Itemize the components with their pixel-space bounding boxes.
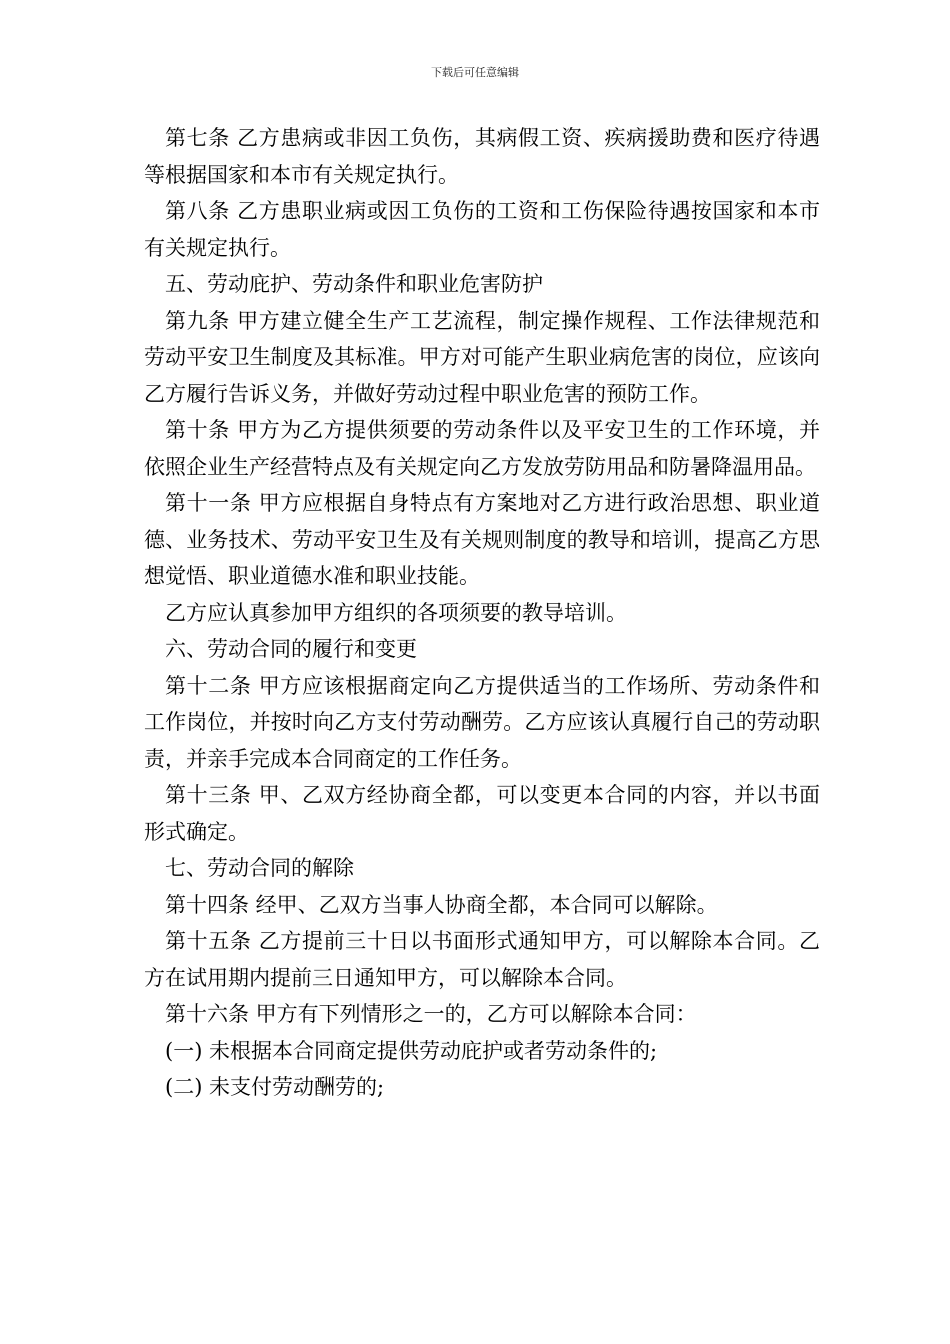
article-10: 第十条 甲方为乙方提供须要的劳动条件以及平安卫生的工作环境，并依照企业生产经营特点及有关规定向乙方发放劳防用品和防暑降温用品。 — [144, 418, 820, 479]
article-7: 第七条 乙方患病或非因工负伤，其病假工资、疾病援助费和医疗待遇等根据国家和本市有关规定执行。 — [144, 126, 820, 187]
section-heading-5: 五、劳动庇护、劳动条件和职业危害防护 — [165, 272, 543, 296]
document-body — [144, 120, 820, 1106]
page-header-note: 下载后可任意编辑 — [431, 66, 519, 79]
article-9: 第九条 甲方建立健全生产工艺流程，制定操作规程、工作法律规范和劳动平安卫生制度及其标准。甲方对可能产生职业病危害的岗位，应该向乙方履行告诉义务，并做好劳动过程中职业危害的预防工作。 — [144, 308, 820, 406]
article-8: 第八条 乙方患职业病或因工负伤的工资和工伤保险待遇按国家和本市有关规定执行。 — [144, 199, 820, 260]
article-14: 第十四条 经甲、乙双方当事人协商全都，本合同可以解除。 — [165, 892, 718, 917]
article-16: 第十六条 甲方有下列情形之一的，乙方可以解除本合同： — [165, 1002, 697, 1026]
section-heading-6: 六、劳动合同的履行和变更 — [165, 637, 417, 661]
article-15: 第十五条 乙方提前三十日以书面形式通知甲方，可以解除本合同。乙方在试用期内提前三日通知甲方，可以解除本合同。 — [144, 929, 820, 990]
article-13: 第十三条 甲、乙双方经协商全都，可以变更本合同的内容，并以书面形式确定。 — [144, 783, 820, 844]
article-11-supplement: 乙方应认真参加甲方组织的各项须要的教导培训。 — [165, 600, 627, 625]
article-16-item-2: (二) 未支付劳动酬劳的; — [165, 1075, 385, 1099]
article-12: 第十二条 甲方应该根据商定向乙方提供适当的工作场所、劳动条件和工作岗位，并按时向乙方支付劳动酬劳。乙方应该认真履行自己的劳动职责，并亲手完成本合同商定的工作任务。 — [144, 673, 820, 771]
article-16-item-1: (一) 未根据本合同商定提供劳动庇护或者劳动条件的; — [165, 1038, 658, 1063]
article-11: 第十一条 甲方应根据自身特点有方案地对乙方进行政治思想、职业道德、业务技术、劳动平安卫生及有关规则制度的教导和培训，提高乙方思想觉悟、职业道德水准和职业技能。 — [144, 491, 820, 588]
section-heading-7: 七、劳动合同的解除 — [165, 856, 354, 880]
